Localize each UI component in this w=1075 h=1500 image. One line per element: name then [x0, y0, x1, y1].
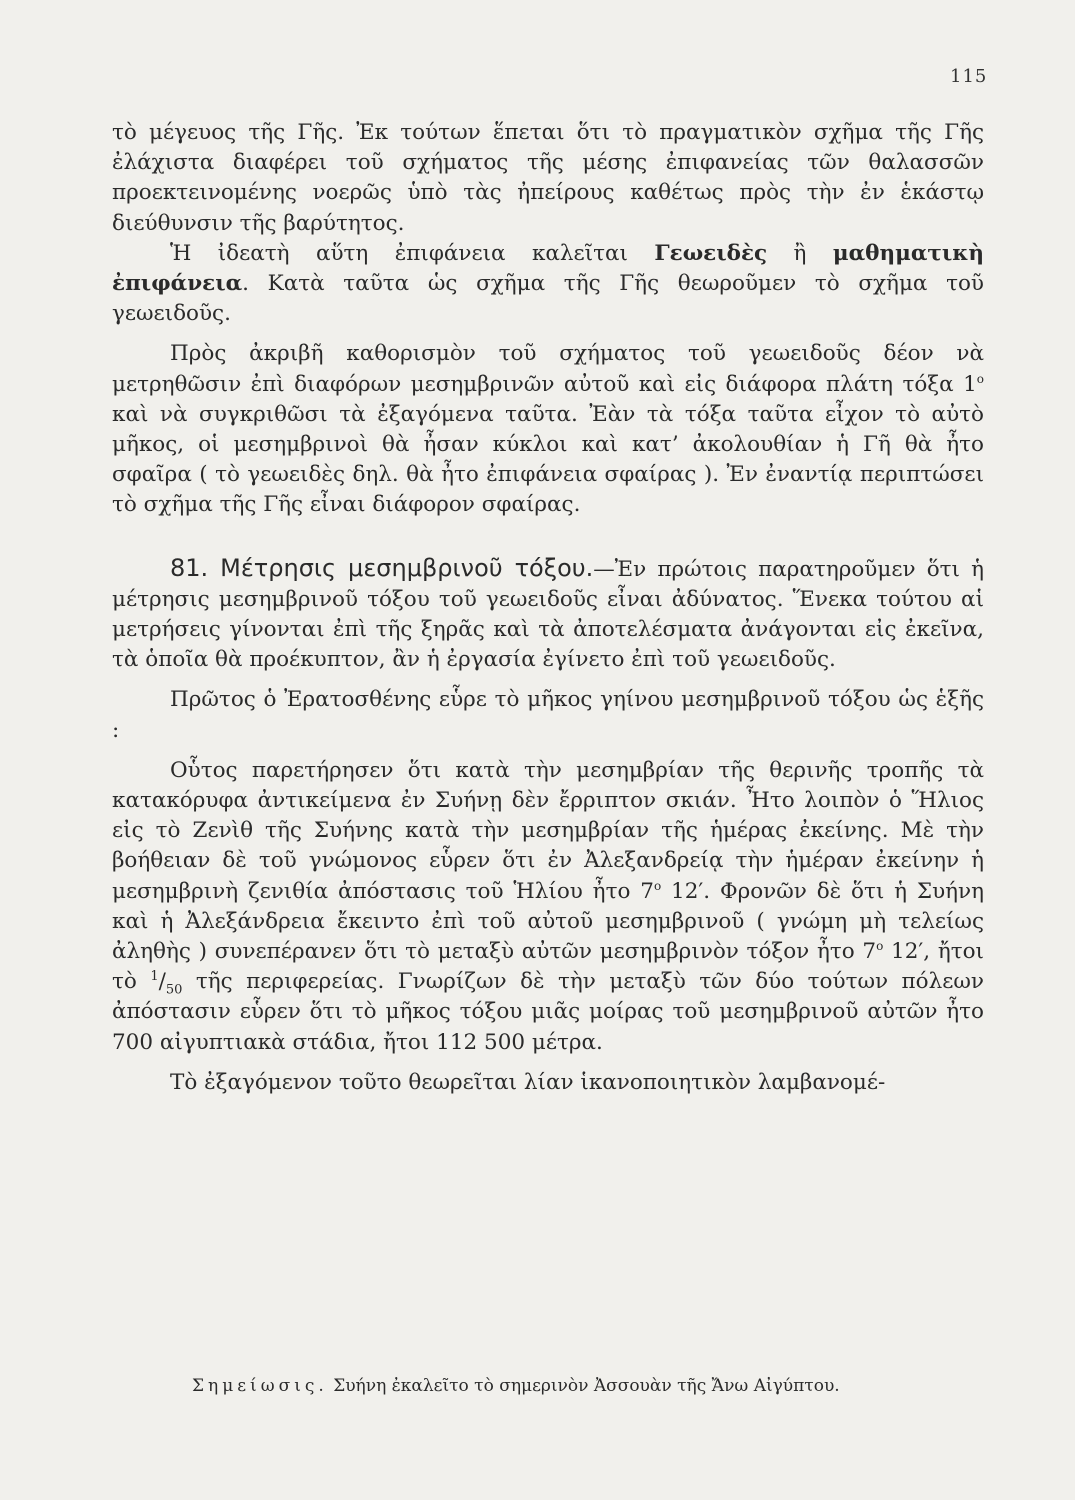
- paragraph-2: [112, 239, 984, 330]
- main-text: [112, 118, 984, 1098]
- section-heading: 81. Μέτρησις μεσημβρινοῦ τόξου.: [170, 553, 594, 582]
- p2-mid: ἢ: [767, 240, 833, 266]
- footnote: [112, 1366, 984, 1406]
- fraction-denominator: 50: [165, 982, 183, 998]
- p6-part2: 12′. Φρονῶν δὲ ὅτι ἡ Συήνη καὶ ἡ Ἀλεξάνδρεια ἔκειντο ἐπὶ τοῦ αὐτοῦ μεσημβρινοῦ ( γνώμη μὴ τελείως ἀληθὴς ) συνεπέρανεν ὅτι τὸ μεταξὺ αὐτῶν μεσημβρινὸν τόξον ἦτο 7: [112, 878, 984, 965]
- paragraph-5: Πρῶτος ὁ Ἐρατοσθένης εὗρε τὸ μῆκος γηίνου μεσημβρινοῦ τόξου ὡς ἑξῆς :: [112, 687, 984, 743]
- paragraph-7: Τὸ ἐξαγόμενον τοῦτο θεωρεῖται λίαν ἱκανοποιητικὸν λαμβανομέ-: [170, 1069, 886, 1095]
- paragraph-6: [112, 756, 984, 1058]
- footnote-text: Συήνη ἐκαλεῖτο τὸ σημερινὸν Ἀσσουὰν τῆς Ἄνω Αἰγύπτου.: [327, 1376, 840, 1396]
- degree-sup: ο: [976, 371, 984, 386]
- term-mathematical-surface: μαθηματικὴ ἐπιφάνεια: [112, 240, 984, 297]
- fraction-numerator: 1: [150, 969, 159, 985]
- paragraph-1: τὸ μέγευος τῆς Γῆς. Ἐκ τούτων ἕπεται ὅτι τὸ πραγματικὸν σχῆμα τῆς Γῆς ἐλάχιστα διαφέρει τοῦ σχήματος τῆς μέσης ἐπιφανείας τῶν θαλασσῶν προεκτεινομένης νοερῶς ὑπὸ τὰς ἠπείρους καθέτως πρὸς τὴν ἐν ἑκάστῳ διεύθυνσιν τῆς βαρύτητος.: [112, 120, 984, 236]
- p3-part2: καὶ νὰ συγκριθῶσι τὰ ἐξαγόμενα ταῦτα. Ἐὰν τὰ τόξα ταῦτα εἶχον τὸ αὐτὸ μῆκος, οἱ μεσημβρινοὶ θὰ ἦσαν κύκλοι καὶ κατ’ ἀκολουθίαν ἡ Γῆ θὰ ἦτο σφαῖρα ( τὸ γεωειδὲς δηλ. θὰ ἦτο ἐπιφάνεια σφαίρας ). Ἐν ἐναντίᾳ περιπτώσει τὸ σχῆμα τῆς Γῆς εἶναι διάφορον σφαίρας.: [112, 401, 984, 518]
- section-81: [112, 553, 984, 676]
- p2-lead: Ἡ ἰδεατὴ αὕτη ἐπιφάνεια καλεῖται: [170, 240, 655, 266]
- p6-part4: τῆς περιφερείας. Γνωρίζων δὲ τὴν μεταξὺ τῶν δύο τούτων πόλεων ἀπόστασιν εὗρεν ὅτι τὸ μῆκος τόξου μιᾶς μοίρας τοῦ μεσημβρινοῦ αὐτῶν ἦτο 700 αἰγυπτιακὰ στάδια, ἤτοι 112 500 μέτρα.: [112, 969, 984, 1055]
- p6-part3: 12′, ἤτοι τὸ: [112, 939, 984, 995]
- term-geoid: Γεωειδὲς: [654, 240, 768, 266]
- p6-part1: Οὗτος παρετήρησεν ὅτι κατὰ τὴν μεσημβρίαν τῆς θερινῆς τροπῆς τὰ κατακόρυφα ἀντικείμενα ἐν Συήνῃ δὲν ἔρριπτον σκιάν. Ἦτο λοιπὸν ὁ Ἥλιος εἰς τὸ Ζενὶθ τῆς Συήνης κατὰ τὴν μεσημβρίαν τῆς ἡμέρας ἐκείνης. Μὲ τὴν βοήθειαν δὲ τοῦ γνώμονος εὗρεν ὅτι ἐν Ἀλεξανδρείᾳ τὴν ἡμέραν ἐκείνην ἡ μεσημβρινὴ ζενιθία ἀπόστασις τοῦ Ἡλίου ἦτο 7: [112, 757, 984, 904]
- fraction-separator: /: [158, 969, 166, 995]
- p3-part1: Πρὸς ἀκριβῆ καθορισμὸν τοῦ σχήματος τοῦ γεωειδοῦς δέον νὰ μετρηθῶσιν ἐπὶ διαφόρων μεσημβρινῶν αὐτοῦ καὶ εἰς διάφορα πλάτη τόξα 1: [112, 341, 984, 397]
- degree-sup-1: ο: [653, 878, 662, 893]
- p2-tail: . Κατὰ ταῦτα ὡς σχῆμα τῆς Γῆς θεωροῦμεν τὸ σχῆμα τοῦ γεωειδοῦς.: [112, 271, 984, 327]
- section-text: —Ἐν πρώτοις παρατηροῦμεν ὅτι ἡ μέτρησις μεσημβρινοῦ τόξου τοῦ γεωειδοῦς εἶναι ἀδύνατος. Ἕνεκα τούτου αἱ μετρήσεις γίνονται ἐπὶ τῆς ξηρᾶς καὶ τὰ ἀποτελέσματα ἀνάγονται εἰς ἐκεῖνα, τὰ ὁποῖα θὰ προέκυπτον, ἂν ἡ ἐργασία ἐγίνετο ἐπὶ τοῦ γεωειδοῦς.: [112, 556, 984, 673]
- page-number: 115: [950, 66, 988, 87]
- paragraph-3: [112, 339, 984, 520]
- degree-sup-2: ο: [876, 938, 884, 953]
- footnote-label: Σημείωσις.: [192, 1376, 328, 1396]
